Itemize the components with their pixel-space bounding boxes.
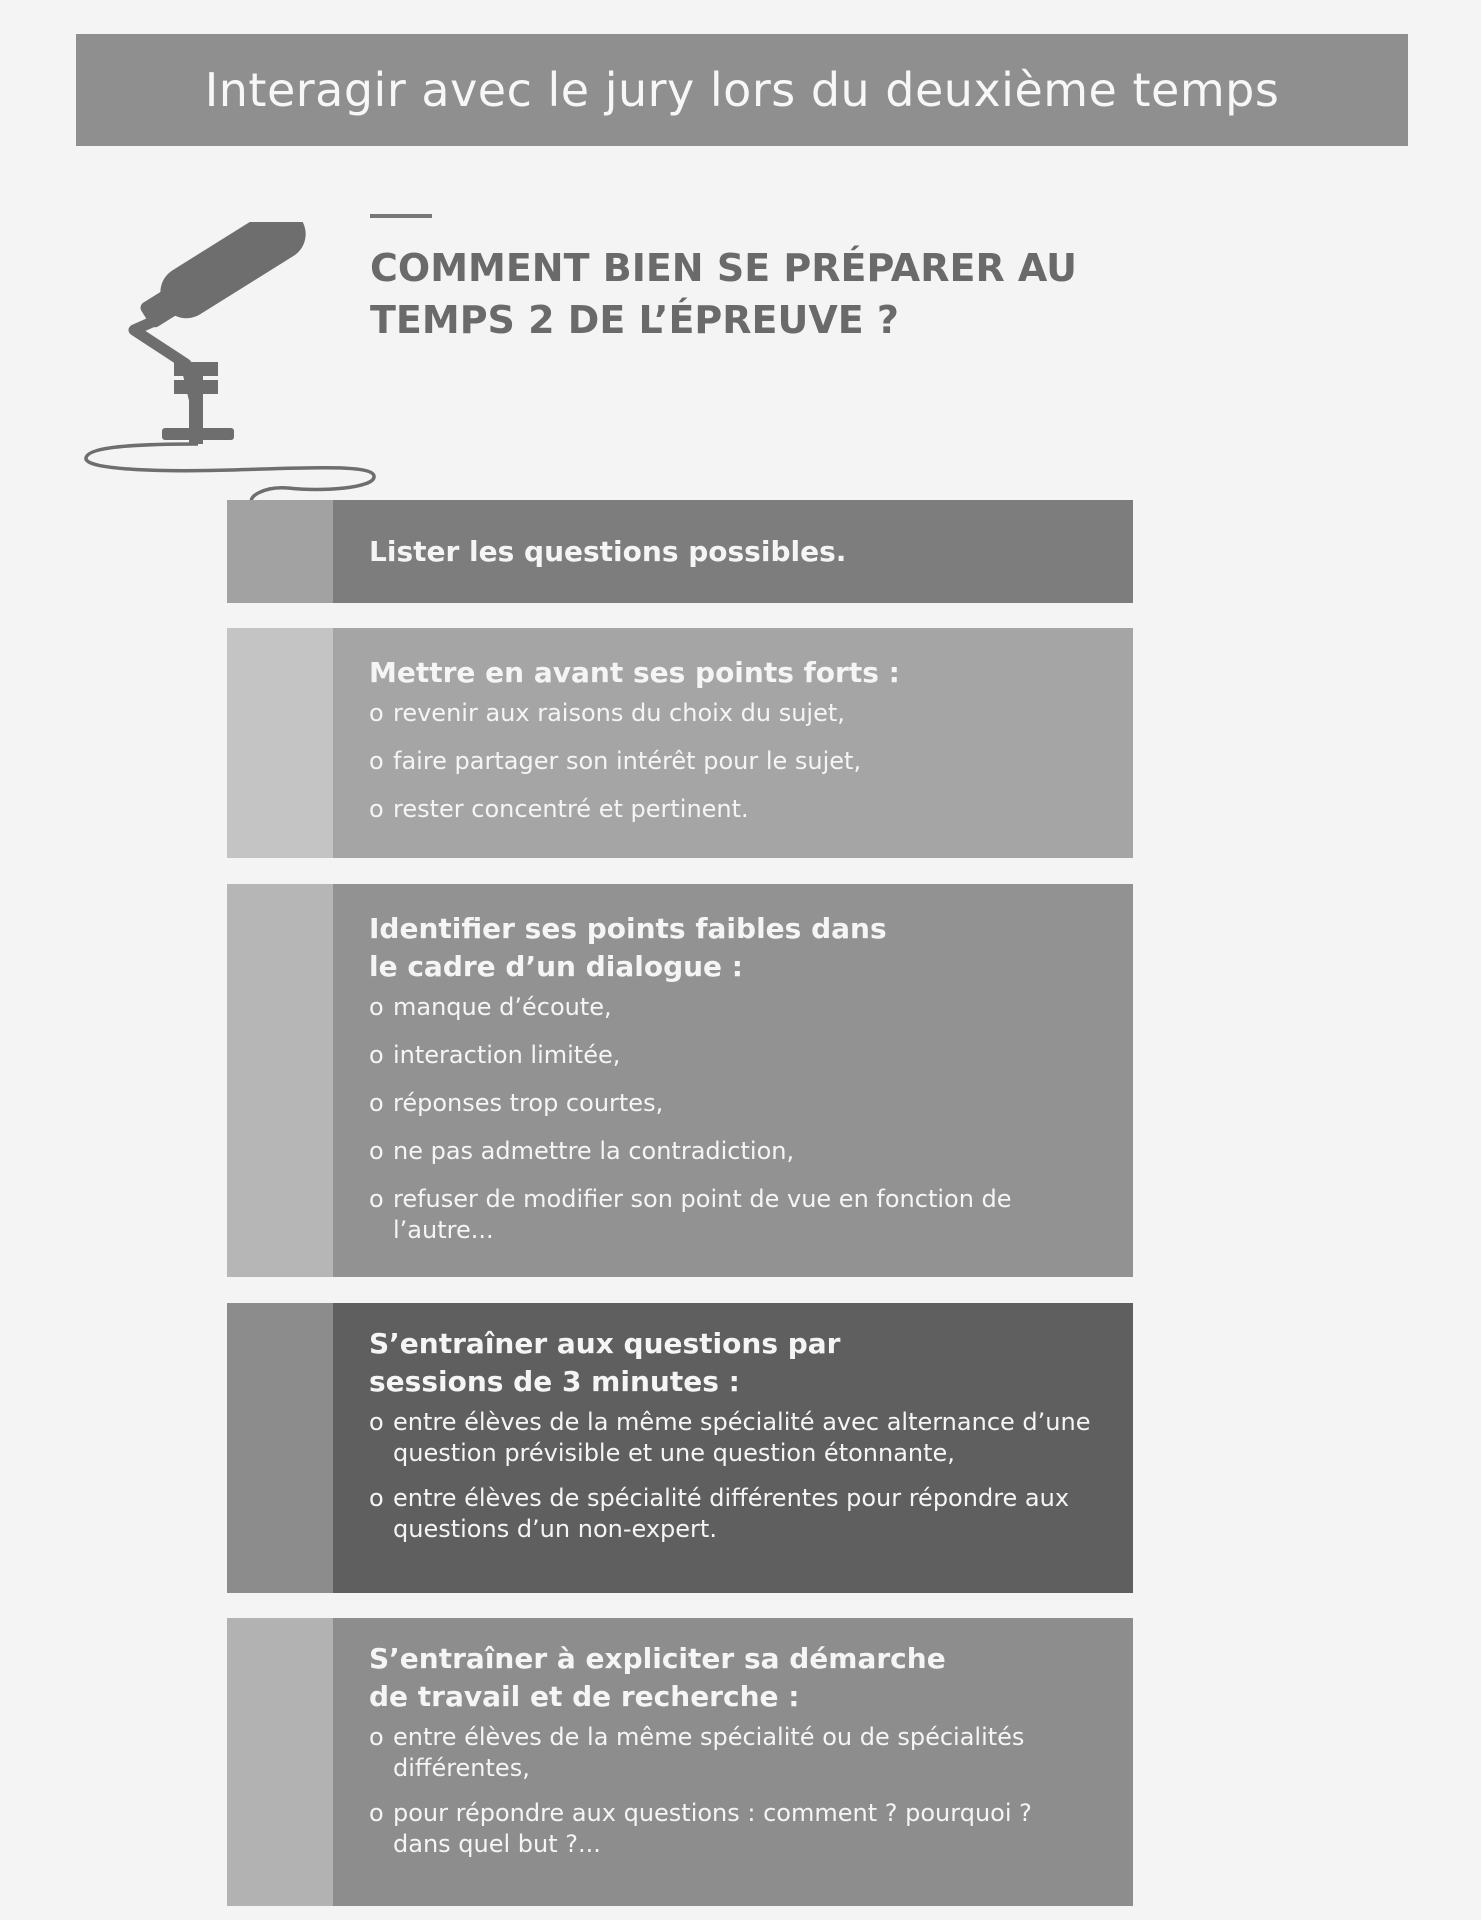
tip-card	[227, 500, 1133, 603]
bullet-circle-icon: o	[369, 747, 384, 775]
list-item-text: entre élèves de spécialité différentes pour répondre aux questions d’un non-expert.	[393, 1484, 1070, 1543]
heading-line-1: COMMENT BIEN SE PRÉPARER AU	[370, 246, 1078, 290]
card-title-line: S’entraîner aux questions par	[369, 1327, 841, 1360]
heading-line-2: TEMPS 2 DE L’ÉPREUVE ?	[370, 298, 899, 342]
list-item-text: rester concentré et pertinent.	[393, 795, 749, 823]
bullet-circle-icon: o	[369, 699, 384, 727]
list-item-text: pour répondre aux questions : comment ? pourquoi ? dans quel but ?...	[393, 1799, 1032, 1858]
list-item	[369, 1040, 1097, 1071]
card-stripe	[227, 1303, 333, 1593]
card-title-line: sessions de 3 minutes :	[369, 1365, 740, 1398]
card-title-line: le cadre d’un dialogue :	[369, 950, 743, 983]
section-heading	[370, 214, 1270, 346]
card-body	[333, 1618, 1133, 1906]
list-item-text: refuser de modifier son point de vue en fonction de l’autre...	[393, 1185, 1012, 1244]
list-item-text: interaction limitée,	[393, 1041, 621, 1069]
list-item	[369, 1722, 1097, 1784]
list-item	[369, 1483, 1097, 1545]
tip-card	[227, 628, 1133, 858]
tip-card	[227, 884, 1133, 1277]
tip-card	[227, 1618, 1133, 1906]
list-item	[369, 1136, 1097, 1167]
card-body	[333, 628, 1133, 858]
bullet-circle-icon: o	[369, 1137, 384, 1165]
bullet-circle-icon: o	[369, 1484, 384, 1512]
card-body	[333, 1303, 1133, 1593]
bullet-circle-icon: o	[369, 1041, 384, 1069]
list-item	[369, 992, 1097, 1023]
card-stripe	[227, 884, 333, 1277]
list-item-text: ne pas admettre la contradiction,	[393, 1137, 795, 1165]
card-title	[369, 910, 1097, 986]
banner-title: Interagir avec le jury lors du deuxième temps	[204, 63, 1280, 117]
card-list	[369, 1407, 1097, 1559]
card-stripe	[227, 1618, 333, 1906]
card-title	[369, 1640, 1097, 1716]
list-item-text: revenir aux raisons du choix du sujet,	[393, 699, 845, 727]
card-title-line: S’entraîner à expliciter sa démarche	[369, 1642, 946, 1675]
list-item-text: entre élèves de la même spécialité ou de spécialités différentes,	[393, 1723, 1025, 1782]
list-item	[369, 1088, 1097, 1119]
card-stripe	[227, 628, 333, 858]
list-item-text: réponses trop courtes,	[393, 1089, 664, 1117]
bullet-circle-icon: o	[369, 1089, 384, 1117]
card-list	[369, 1722, 1097, 1874]
bullet-circle-icon: o	[369, 795, 384, 823]
list-item	[369, 1407, 1097, 1469]
card-body	[333, 500, 1133, 603]
heading-rule	[370, 214, 432, 218]
page-banner	[76, 34, 1408, 146]
list-item	[369, 1798, 1097, 1860]
list-item	[369, 698, 1097, 729]
bullet-circle-icon: o	[369, 993, 384, 1021]
card-list	[369, 698, 1097, 842]
card-body	[333, 884, 1133, 1277]
card-title	[369, 1325, 1097, 1401]
microphone-icon	[82, 222, 382, 502]
list-item-text: manque d’écoute,	[393, 993, 612, 1021]
card-title-line: Identifier ses points faibles dans	[369, 912, 887, 945]
bullet-circle-icon: o	[369, 1723, 384, 1751]
list-item-text: entre élèves de la même spécialité avec alternance d’une question prévisible et une question étonnante,	[393, 1408, 1091, 1467]
card-title	[369, 654, 1097, 692]
list-item	[369, 794, 1097, 825]
list-item-text: faire partager son intérêt pour le sujet,	[393, 747, 862, 775]
list-item	[369, 1184, 1097, 1246]
bullet-circle-icon: o	[369, 1799, 384, 1827]
card-title	[369, 533, 1097, 571]
tip-card	[227, 1303, 1133, 1593]
card-stripe	[227, 500, 333, 603]
card-title-line: Lister les questions possibles.	[369, 534, 847, 568]
list-item	[369, 746, 1097, 777]
card-list	[369, 992, 1097, 1263]
bullet-circle-icon: o	[369, 1408, 384, 1436]
card-title-line: de travail et de recherche :	[369, 1680, 800, 1713]
bullet-circle-icon: o	[369, 1185, 384, 1213]
card-title-line: Mettre en avant ses points forts :	[369, 656, 900, 689]
